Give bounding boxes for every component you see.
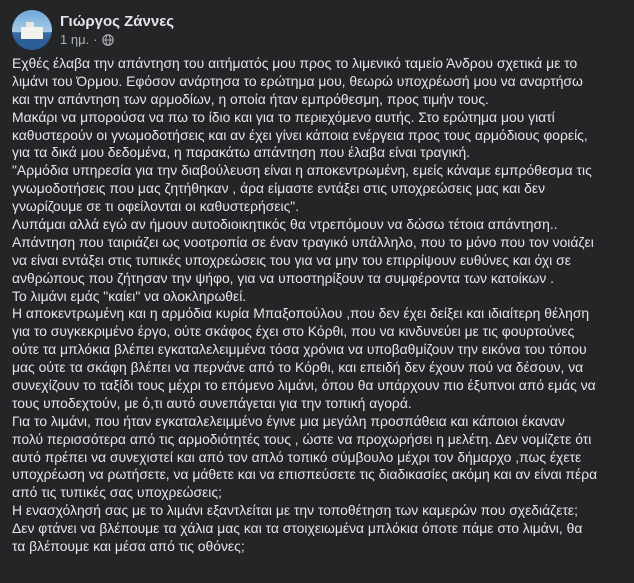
post-text-line: Εχθές έλαβα την απάντηση του αιτήματός μου προς το λιμενικό ταμείο Άνδρου σχετικά με το <box>12 55 578 71</box>
post-text-line: λιμάνι του Όρμου. Εφόσον ανάρτησα το ερώτημα μου, θεωρώ υποχρέωσή μου να αναρτήσω <box>12 72 583 89</box>
post-text-line: τα βλέπουμε και μέσα από τις οθόνες; <box>12 538 245 555</box>
post-text-line: μας ούτε τα σκάφη βλέπει να περνάνε από το Κόρθι, και επειδή δεν έχουν πού να δέσουν, να <box>12 359 584 376</box>
post-text-line: ανθρώπους που ζήτησαν την ψήφο, για να υποστηρίξουν τα συμφέροντα των κατοίκων . <box>12 269 555 286</box>
post-text-line: Το λιμάνι εμάς "καίει" να ολοκληρωθεί. <box>12 287 247 304</box>
post-text-line: "Αρμόδια υπηρεσία για την διαβούλευση είναι η αποκεντρωμένη, εμείς κάναμε εμπρόθεσμα τις <box>12 162 592 179</box>
avatar-building <box>21 27 43 39</box>
post-text-line: να είναι εντάξει στις τυπικές υποχρεώσεις του για να μην του επιρρίψουν ευθύνες και όχι σε <box>12 251 571 268</box>
post-text-line: αυτό πρέπει να συνεχιστεί και από τον απλό τοπικό σύμβουλο μέχρι τον δήμαρχο ,πως έχετε <box>12 448 582 465</box>
post-text-line: γνωρίζουμε σε τι οφείλονται οι καθυστερήσεις". <box>12 198 300 215</box>
post-text-line: Για το λιμάνι, που ήταν εγκαταλελειμμένο έγινε μια μεγάλη προσπάθεια και κάποιοι έκαναν <box>12 412 565 429</box>
separator-dot: · <box>93 32 98 47</box>
post-text-line: γνωμοδοτήσεις που μας ζητήθηκαν , άρα είμαστε εντάξει στις υποχρεώσεις μας και δεν <box>12 180 546 197</box>
post-text-line: Η αποκεντρωμένη και η αρμόδια κυρία Μπαξοπούλου ,που δεν έχει δείξει και ιδιαίτερη θέληση <box>12 305 590 322</box>
post-text-line: και την απάντηση των αρμοδίων, η οποία ήταν εμπρόθεσμη, προς τιμήν τους. <box>12 90 489 107</box>
post-text-line: για το συγκεκριμένο έργο, ούτε σκάφος έχει στο Κόρθι, που να κινδυνεύει με τις φουρτούνες <box>12 323 575 340</box>
post-text-line: ούτε τα μπλόκια βλέπει εγκαταλελειμμένα τόσα χρόνια να υποβαθμίζουν την εικόνα του τόπου <box>12 341 587 358</box>
post-text-line: από τις τυπικές σας υποχρεώσεις; <box>12 484 222 501</box>
post-time[interactable]: 1 ημ. <box>60 32 90 47</box>
post-text-line: καθυστερούν οι γνωμοδοτήσεις και αν έχει γίνει κάποια ενέργεια προς τους αρμόδιους φορείς, <box>12 126 588 143</box>
post-text-line: Λυπάμαι αλλά εγώ αν ήμουν αυτοδιοικητικός θα ντρεπόμουν να δώσω τέτοια απάντηση.. <box>12 216 558 233</box>
avatar-sea <box>12 40 52 50</box>
post-text-line: Δεν φτάνει να βλέπουμε τα χάλια μας και τα στοιχειωμένα μπλόκια όποτε πάμε στο λιμάνι, θα <box>12 520 583 537</box>
post-header <box>12 8 174 52</box>
globe-icon[interactable] <box>102 34 114 46</box>
post-text-line: τους υποδεχτούν, με ό,τι αυτό συνεπάγεται για την τοπική αγορά. <box>12 394 412 411</box>
post-body <box>12 55 627 556</box>
post-text-line: υποχρέωση να ρωτήσετε, να μάθετε και να επισπεύσετε τις διαδικασίες ακόμη και αν είναι πέρα <box>12 466 598 483</box>
author-name[interactable]: Γιώργος Ζάννες <box>60 13 175 30</box>
post-text-line: Απάντηση που ταιριάζει ως νοοτροπία σε έναν τραγικό υπάλληλο, που το μόνο που τον νοιάζει <box>12 233 594 250</box>
post-text-line: πολύ περισσότερα από τις αρμοδιότητές τους , ώστε να προχωρήσει η μελέτη. Δεν νομίζετε ότι <box>12 430 592 447</box>
post-meta <box>60 12 174 48</box>
avatar[interactable] <box>12 10 52 50</box>
post-text-line: για τα δικά μου δεδομένα, η παρακάτω απάντηση που έλαβα είναι τραγική. <box>12 144 471 161</box>
post-text-line: συνεχίζουν το ταξίδι τους μέχρι το επόμενο λιμάνι, όπου θα υπάρχουν πιο έξυπνοι από εμάς να <box>12 377 596 394</box>
post-text-line: Η ενασχόλησή σας με το λιμάνι εξαντλείται με την τοποθέτηση των καμερών που σχεδιάζετε; <box>12 502 578 519</box>
post-subline <box>60 32 174 48</box>
post-text-line: Μακάρι να μπορούσα να πω το ίδιο και για το περιεχόμενο αυτής. Στο ερώτημα μου γιατί <box>12 108 555 125</box>
